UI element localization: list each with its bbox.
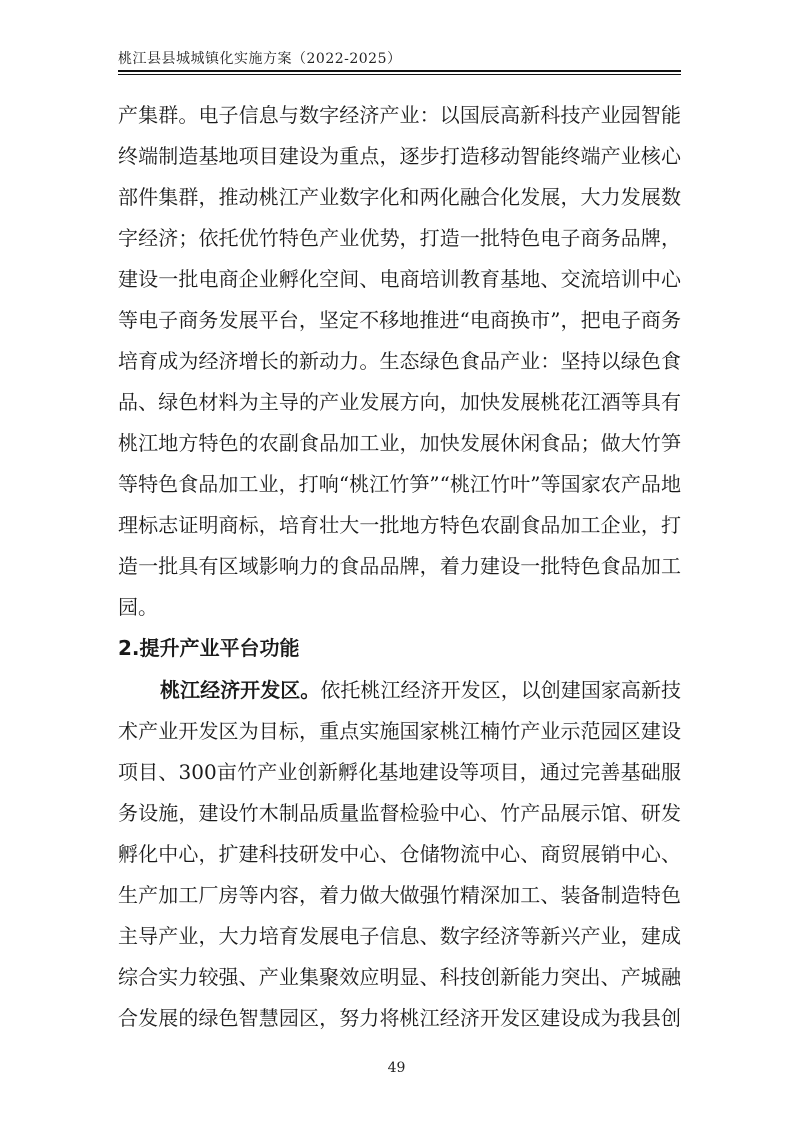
paragraph-lead-title: 桃江经济开发区。 xyxy=(160,678,321,702)
text-line: 综合实力较强、产业集聚效应明显、科技创新能力突出、产城融 xyxy=(118,965,681,989)
header-rule-thin xyxy=(118,74,681,75)
text-line: 造一批具有区域影响力的食品品牌，着力建设一批特色食品加工 xyxy=(118,554,681,578)
paragraph-lead-text: 依托桃江经济开发区，以创建国家高新技 xyxy=(320,678,681,702)
text-line: 术产业开发区为目标，重点实施国家桃江楠竹产业示范园区建设 xyxy=(118,719,681,743)
text-line: 园。 xyxy=(118,595,158,619)
text-line: 项目、300亩竹产业创新孵化基地建设等项目，通过完善基础服 xyxy=(118,760,681,784)
text-line-first xyxy=(118,676,681,704)
section-heading: 2.提升产业平台功能 xyxy=(118,636,300,660)
text-line: 务设施，建设竹木制品质量监督检验中心、竹产品展示馆、研发 xyxy=(118,801,681,825)
text-line: 理标志证明商标，培育壮大一批地方特色农副食品加工企业，打 xyxy=(118,513,681,537)
text-line: 等特色食品加工业，打响“桃江竹笋”“桃江竹叶”等国家农产品地 xyxy=(118,472,681,496)
text-line: 部件集群，推动桃江产业数字化和两化融合化发展，大力发展数 xyxy=(118,185,681,209)
text-line: 合发展的绿色智慧园区，努力将桃江经济开发区建设成为我县创 xyxy=(118,1006,681,1030)
text-line: 产集群。电子信息与数字经济产业：以国辰高新科技产业园智能 xyxy=(118,103,681,127)
page-number: 49 xyxy=(387,1060,406,1076)
text-line: 桃江地方特色的农副食品加工业，加快发展休闲食品；做大竹笋 xyxy=(118,431,681,455)
text-line: 孵化中心，扩建科技研发中心、仓储物流中心、商贸展销中心、 xyxy=(118,842,681,866)
text-line: 建设一批电商企业孵化空间、电商培训教育基地、交流培训中心 xyxy=(118,267,681,291)
text-line: 生产加工厂房等内容，着力做大做强竹精深加工、装备制造特色 xyxy=(118,883,681,907)
text-line: 终端制造基地项目建设为重点，逐步打造移动智能终端产业核心 xyxy=(118,144,681,168)
text-line: 培育成为经济增长的新动力。生态绿色食品产业：坚持以绿色食 xyxy=(118,349,681,373)
text-line: 字经济；依托优竹特色产业优势，打造一批特色电子商务品牌， xyxy=(118,226,681,250)
header-rule-thick xyxy=(118,70,681,72)
text-line: 主导产业，大力培育发展电子信息、数字经济等新兴产业，建成 xyxy=(118,924,681,948)
text-line: 等电子商务发展平台，坚定不移地推进“电商换市”，把电子商务 xyxy=(118,308,681,332)
text-line: 品、绿色材料为主导的产业发展方向，加快发展桃花江酒等具有 xyxy=(118,390,681,414)
header-title: 桃江县县城城镇化实施方案（2022-2025） xyxy=(118,51,402,67)
